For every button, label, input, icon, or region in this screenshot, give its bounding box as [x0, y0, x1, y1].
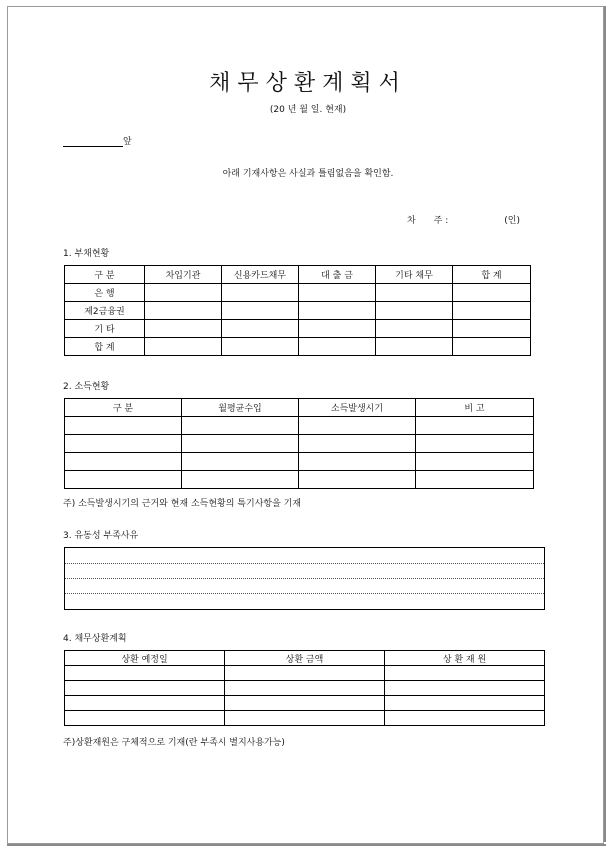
table-cell[interactable] — [222, 320, 299, 338]
debt-table — [64, 265, 531, 356]
table-cell[interactable] — [145, 284, 222, 302]
table-cell[interactable] — [453, 320, 531, 338]
table-row — [65, 696, 545, 711]
table-cell[interactable] — [145, 320, 222, 338]
liquidity-reason-box[interactable] — [64, 547, 545, 610]
table-cell[interactable] — [145, 338, 222, 356]
addressee-blank — [63, 137, 123, 147]
table-header-row — [65, 399, 534, 417]
table-cell[interactable] — [385, 711, 545, 726]
row-label: 은 행 — [65, 284, 145, 302]
debtor-label-2: 주 : — [433, 216, 449, 226]
table-cell[interactable] — [65, 696, 225, 711]
table-header-cell: 신용카드채무 — [222, 266, 299, 284]
table-cell[interactable] — [453, 284, 531, 302]
table-header-cell: 상환 예정일 — [65, 651, 225, 666]
table-cell[interactable] — [65, 471, 182, 489]
table-cell[interactable] — [416, 453, 534, 471]
repayment-note: 주)상환재원은 구체적으로 기재(란 부족시 별지사용가능) — [63, 738, 285, 748]
table-cell[interactable] — [299, 338, 376, 356]
table-row — [65, 453, 534, 471]
repayment-plan-table — [64, 650, 545, 726]
row-label: 합 계 — [65, 338, 145, 356]
table-cell[interactable] — [182, 471, 299, 489]
table-cell[interactable] — [453, 338, 531, 356]
table-cell[interactable] — [416, 417, 534, 435]
table-cell[interactable] — [453, 302, 531, 320]
table-cell[interactable] — [416, 435, 534, 453]
table-row — [65, 666, 545, 681]
table-cell[interactable] — [299, 453, 416, 471]
horizontal-scrollbar[interactable] — [7, 844, 606, 846]
table-header-cell: 상환 금액 — [225, 651, 385, 666]
table-cell[interactable] — [385, 666, 545, 681]
table-cell[interactable] — [65, 711, 225, 726]
table-cell[interactable] — [299, 284, 376, 302]
table-header-cell: 대 출 금 — [299, 266, 376, 284]
table-row — [65, 417, 534, 435]
table-header-cell: 월평균수입 — [182, 399, 299, 417]
table-cell[interactable] — [182, 417, 299, 435]
date-line: (20 년 월 일. 현재) — [269, 105, 347, 115]
table-row — [65, 338, 531, 356]
row-label: 제2금융권 — [65, 302, 145, 320]
table-cell[interactable] — [225, 666, 385, 681]
table-cell[interactable] — [65, 435, 182, 453]
debtor-label-1: 차 — [407, 216, 416, 226]
table-cell[interactable] — [225, 711, 385, 726]
table-header-row — [65, 266, 531, 284]
table-cell[interactable] — [299, 417, 416, 435]
table-cell[interactable] — [299, 435, 416, 453]
income-table — [64, 398, 534, 489]
table-cell[interactable] — [376, 302, 453, 320]
table-cell[interactable] — [376, 320, 453, 338]
table-row — [65, 711, 545, 726]
row-label: 기 타 — [65, 320, 145, 338]
table-cell[interactable] — [225, 681, 385, 696]
table-cell[interactable] — [65, 666, 225, 681]
section-4-heading: 4. 채무상환계획 — [63, 634, 127, 644]
section-1-heading: 1. 부채현황 — [63, 249, 110, 259]
table-cell[interactable] — [222, 302, 299, 320]
table-header-cell: 상 환 재 원 — [385, 651, 545, 666]
addressee — [63, 134, 132, 147]
table-cell[interactable] — [182, 435, 299, 453]
table-header-cell: 합 계 — [453, 266, 531, 284]
table-cell[interactable] — [376, 284, 453, 302]
table-row — [65, 320, 531, 338]
income-note: 주) 소득발생시기의 근거와 현재 소득현황의 특기사항을 기재 — [63, 499, 302, 509]
table-cell[interactable] — [385, 696, 545, 711]
debtor-line — [407, 213, 520, 226]
table-row — [65, 471, 534, 489]
table-row — [65, 435, 534, 453]
table-row — [65, 302, 531, 320]
table-cell[interactable] — [416, 471, 534, 489]
confirmation-statement: 아래 기재사항은 사실과 틀림없음을 확인함. — [222, 169, 394, 179]
table-cell[interactable] — [222, 338, 299, 356]
table-header-cell: 소득발생시기 — [299, 399, 416, 417]
table-header-cell: 비 고 — [416, 399, 534, 417]
table-header-cell: 구 분 — [65, 399, 182, 417]
table-cell[interactable] — [299, 302, 376, 320]
table-cell[interactable] — [385, 681, 545, 696]
vertical-scrollbar[interactable] — [604, 6, 606, 842]
table-cell[interactable] — [299, 320, 376, 338]
dotted-line — [65, 563, 544, 564]
table-header-cell: 구 분 — [65, 266, 145, 284]
table-header-cell: 기타 채무 — [376, 266, 453, 284]
section-2-heading: 2. 소득현황 — [63, 382, 110, 392]
table-header-cell: 차입기관 — [145, 266, 222, 284]
table-header-row — [65, 651, 545, 666]
table-cell[interactable] — [65, 453, 182, 471]
section-3-heading: 3. 유동성 부족사유 — [63, 531, 139, 541]
table-cell[interactable] — [222, 284, 299, 302]
table-cell[interactable] — [376, 338, 453, 356]
document-title: 채무상환계획서 — [209, 71, 407, 96]
table-row — [65, 284, 531, 302]
table-cell[interactable] — [182, 453, 299, 471]
table-cell[interactable] — [225, 696, 385, 711]
dotted-line — [65, 593, 544, 594]
dotted-line — [65, 578, 544, 579]
addressee-suffix: 앞 — [123, 137, 132, 147]
table-row — [65, 681, 545, 696]
debtor-seal: (인) — [504, 216, 521, 226]
table-cell[interactable] — [145, 302, 222, 320]
table-cell[interactable] — [299, 471, 416, 489]
table-cell[interactable] — [65, 417, 182, 435]
table-cell[interactable] — [65, 681, 225, 696]
